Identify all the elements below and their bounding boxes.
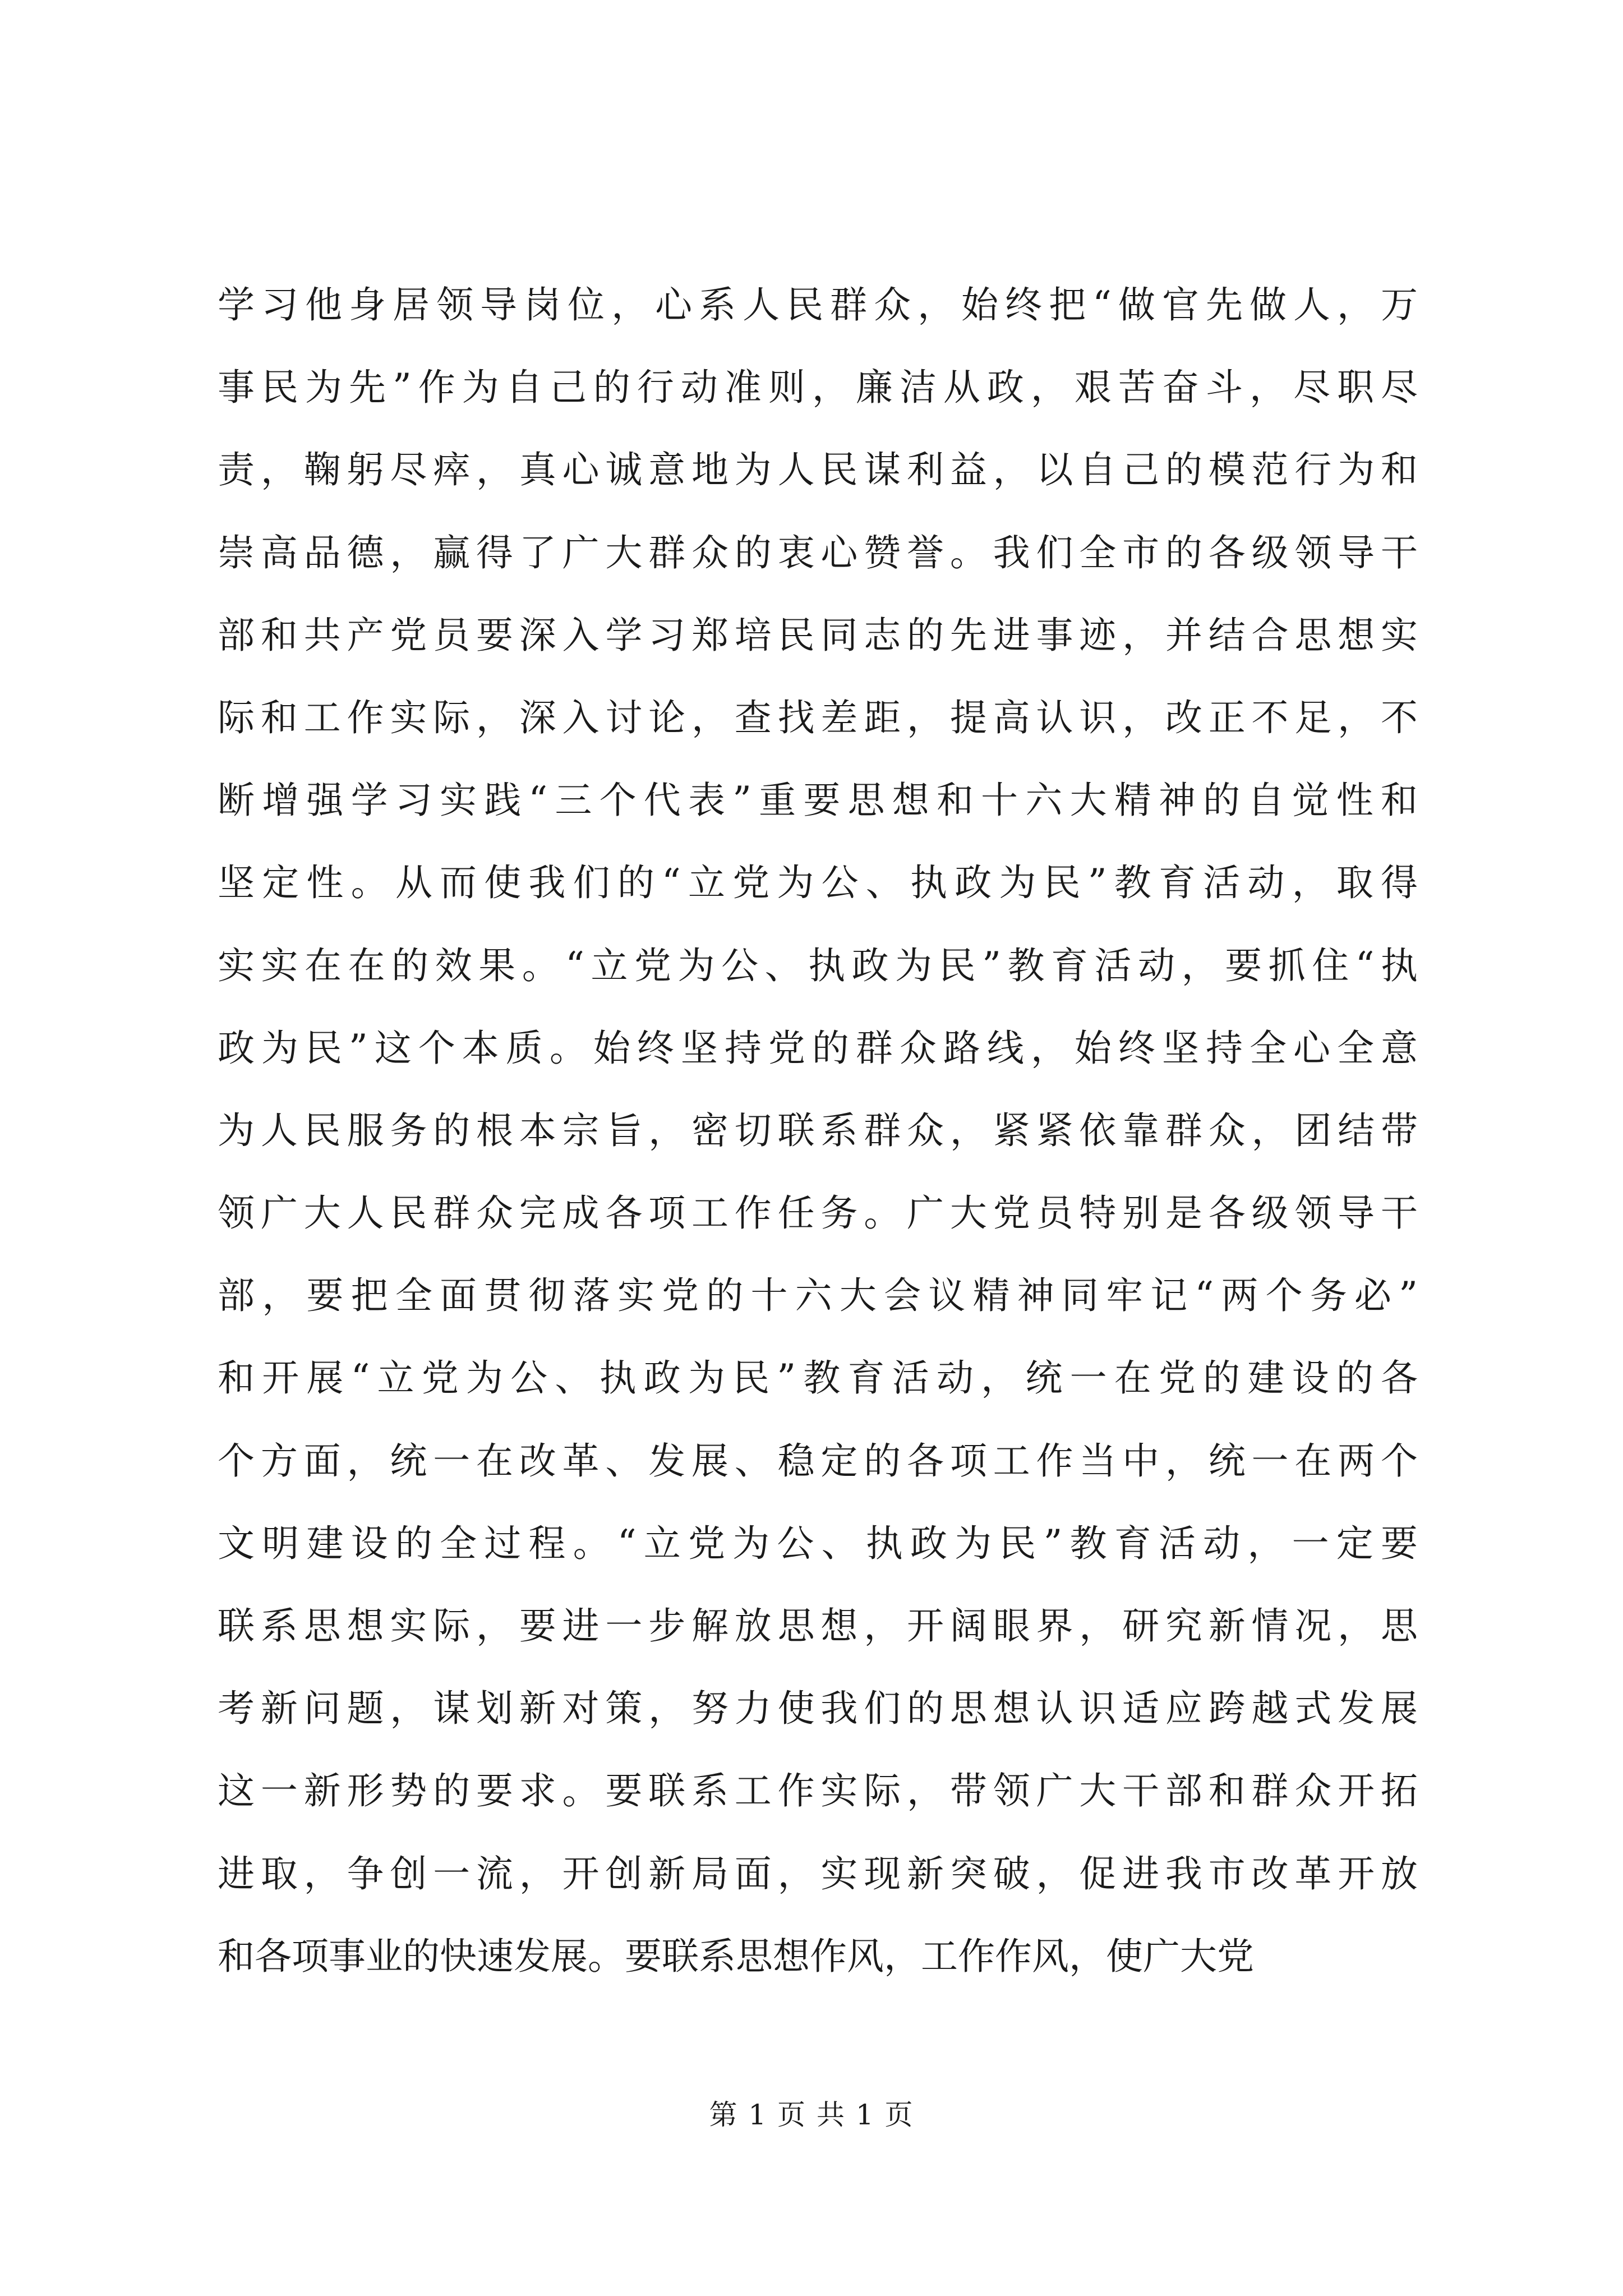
text-line: 考新问题，谋划新对策，努力使我们的思想认识适应跨越式发展 bbox=[218, 1687, 1418, 1731]
text-line: 实实在在的效果。“立党为公、执政为民”教育活动，要抓住“执 bbox=[218, 944, 1418, 987]
text-line: 个方面，统一在改革、发展、稳定的各项工作当中，统一在两个 bbox=[218, 1439, 1418, 1483]
text-line: 责，鞠躬尽瘁，真心诚意地为人民谋利益，以自己的模范行为和 bbox=[218, 448, 1418, 492]
text-line: 学习他身居领导岗位，心系人民群众，始终把“做官先做人，万 bbox=[218, 283, 1418, 326]
text-line: 事民为先”作为自己的行动准则，廉洁从政，艰苦奋斗，尽职尽 bbox=[218, 366, 1418, 409]
text-line: 政为民”这个本质。始终坚持党的群众路线，始终坚持全心全意 bbox=[218, 1026, 1418, 1070]
text-line: 进取，争创一流，开创新局面，实现新突破，促进我市改革开放 bbox=[218, 1852, 1418, 1895]
text-line: 和各项事业的快速发展。要联系思想作风，工作作风，使广大党 bbox=[218, 1934, 1254, 1978]
page-number-footer: 第 1 页 共 1 页 bbox=[709, 2099, 914, 2131]
text-line: 坚定性。从而使我们的“立党为公、执政为民”教育活动，取得 bbox=[218, 861, 1418, 905]
body-paragraph bbox=[218, 264, 1418, 1998]
text-line: 断增强学习实践“三个代表”重要思想和十六大精神的自觉性和 bbox=[218, 779, 1418, 822]
text-line: 这一新形势的要求。要联系工作实际，带领广大干部和群众开拓 bbox=[218, 1769, 1418, 1813]
text-line: 部，要把全面贯彻落实党的十六大会议精神同牢记“两个务必” bbox=[218, 1274, 1418, 1318]
text-line: 为人民服务的根本宗旨，密切联系群众，紧紧依靠群众，团结带 bbox=[218, 1108, 1418, 1152]
text-line: 领广大人民群众完成各项工作任务。广大党员特别是各级领导干 bbox=[218, 1191, 1418, 1235]
text-line: 联系思想实际，要进一步解放思想，开阔眼界，研究新情况，思 bbox=[218, 1604, 1418, 1648]
text-line: 文明建设的全过程。“立党为公、执政为民”教育活动，一定要 bbox=[218, 1521, 1418, 1565]
text-line: 部和共产党员要深入学习郑培民同志的先进事迹，并结合思想实 bbox=[218, 613, 1418, 657]
text-line: 际和工作实际，深入讨论，查找差距，提高认识，改正不足，不 bbox=[218, 696, 1418, 739]
text-line: 崇高品德，赢得了广大群众的衷心赞誉。我们全市的各级领导干 bbox=[218, 531, 1418, 574]
text-line: 和开展“立党为公、执政为民”教育活动，统一在党的建设的各 bbox=[218, 1356, 1418, 1400]
